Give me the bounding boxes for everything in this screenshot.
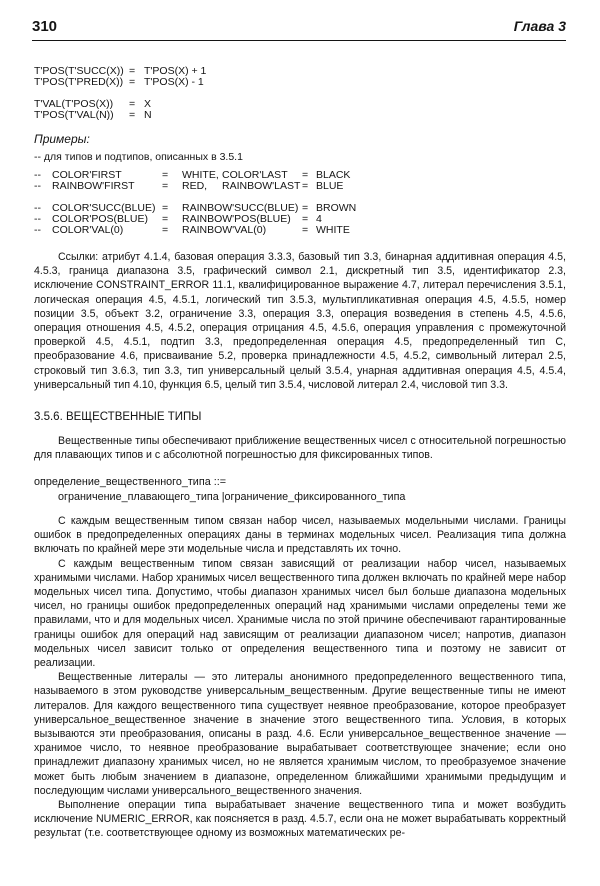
example-right: WHITE, <box>182 169 219 181</box>
example-right: RAINBOW'VAL(0) <box>182 224 267 236</box>
equation-left: T'POS(T'SUCC(X)) <box>34 65 124 77</box>
example-left: COLOR'SUCC(BLUE) <box>52 202 156 214</box>
equation-right: N <box>144 109 152 121</box>
equation-left: T'VAL(T'POS(X)) <box>34 98 114 110</box>
header-rule <box>32 40 566 41</box>
comment-dash: -- <box>34 224 41 236</box>
intro-text: Вещественные типы обеспечивают приближение вещественных чисел с относительной погрешностью для плавающих типов и с абсолютной погрешностью для фиксированных типов. <box>34 435 566 462</box>
examples-heading: Примеры: <box>34 132 90 146</box>
body-text <box>34 514 566 841</box>
body-paragraph: Выполнение операции типа вырабатывает значение вещественного типа и может возбудить исключение NUMERIC_ERROR, как поясняется в разд. 4.5.7, если она не может вырабатывать корректный результат (т.е. соответствующее одному из возможных математических ре- <box>34 799 566 840</box>
comment-dash: -- <box>34 213 41 225</box>
example-left: COLOR'FIRST <box>52 169 122 181</box>
example-sign: = <box>162 213 169 225</box>
equation-sign: = <box>129 109 136 121</box>
example-sign: = <box>162 202 169 214</box>
equation-sign: = <box>129 76 136 88</box>
example-sign2: = <box>302 169 309 181</box>
equation-left: T'POS(T'PRED(X)) <box>34 76 124 88</box>
example-right: RAINBOW'SUCC(BLUE) <box>182 202 299 214</box>
equation-sign: = <box>129 98 136 110</box>
comment-dash: -- <box>34 180 41 192</box>
syntax-line-1: определение_вещественного_типа ::= <box>34 476 226 488</box>
example-sign2: = <box>302 224 309 236</box>
example-right: RED, <box>182 180 208 192</box>
equation-left: T'POS(T'VAL(N)) <box>34 109 114 121</box>
example-right2: 4 <box>316 213 322 225</box>
comment-dash: -- <box>34 202 41 214</box>
example-left: COLOR'VAL(0) <box>52 224 124 236</box>
example-left2: COLOR'LAST <box>222 169 288 181</box>
equation-right: T'POS(X) - 1 <box>144 76 204 88</box>
example-sign2: = <box>302 213 309 225</box>
example-left: RAINBOW'FIRST <box>52 180 135 192</box>
body-paragraph: Вещественные литералы — это литералы анонимного предопределенного вещественного типа, называемого в этом руководстве универсальным_вещественным. Другие вещественные типы не имеют литералов. Для каждого вещественного типа существует неявное преобразование, которое преобразует универсальное_вещественное значение в значение этого вещественного типа. Условия, в которых вызываются эти преобразования, описаны в разд. 4.6. Если универсальное_вещественное значение — хранимое число, то неявное преобразование вырабатывает соответствующее значение; если оно принадлежит диапазону хранимых чисел, но не является хранимым числом, то преобразуемое значение может быть любым значением в диапазоне, определенном ближайшими хранимыми предыдущим и последующим числами универсального_вещественного значения. <box>34 671 566 797</box>
references-paragraph <box>34 250 566 392</box>
example-right2: BROWN <box>316 202 357 214</box>
equation-sign: = <box>129 65 136 77</box>
example-left2: RAINBOW'LAST <box>222 180 301 192</box>
intro-paragraph <box>34 434 566 462</box>
equation-right: X <box>144 98 152 110</box>
section-heading: 3.5.6. ВЕЩЕСТВЕННЫЕ ТИПЫ <box>34 411 202 423</box>
chapter-title: Глава 3 <box>513 18 566 34</box>
example-right: RAINBOW'POS(BLUE) <box>182 213 291 225</box>
references-text: Ссылки: атрибут 4.1.4, базовая операция 3.3.3, базовый тип 3.3, бинарная аддитивная операция 4.5, 4.5.3, граница диапазона 3.5, графический символ 2.1, дискретный тип 3.5, идентификатор 2.3, исключение CONSTRAINT_ERROR 11.1, квалифицированное выражение 4.7, литерал перечисления 3.5.1, логическая операция 4.5, 4.5.1, логический тип 3.5.3, мультипликативная операция 4.5, 4.5.5, номер позиции 3.5, объект 3.2, ограничение 3.3, операция 3.3, операция возведения в степень 4.5, 4.5.6, операция отношения 4.5, 4.5.2, операция отрицания 4.5, 4.5.6, операция управления с промежуточной проверкой 4.5, 4.5.1, подтип 3.3, предопределенная операция 4.5, предопределенный тип С, преобразование 4.6, присваивание 5.2, проверка принадлежности 4.5, 4.5.2, символьный литерал 2.5, строковый тип 3.6.3, тип 3.3, тип универсальный целый 3.5.4, унарная аддитивная операция 4.5, 4.5.4, универсальный тип 4.10, функция 6.5, целый тип 3.5.4, числовой литерал 2.4, числовой тип 3.3. <box>34 251 566 391</box>
example-right2: BLUE <box>316 180 344 192</box>
example-sign: = <box>162 224 169 236</box>
syntax-rule <box>34 475 405 505</box>
example-sign2: = <box>302 202 309 214</box>
equation-right: T'POS(X) + 1 <box>144 65 207 77</box>
example-sign: = <box>162 169 169 181</box>
running-header <box>0 18 600 38</box>
page-number: 310 <box>32 18 58 35</box>
example-sign2: = <box>302 180 309 192</box>
examples-comment: -- для типов и подтипов, описанных в 3.5.1 <box>34 151 243 163</box>
example-sign: = <box>162 180 169 192</box>
body-paragraph: С каждым вещественным типом связан набор чисел, называемых модельными числами. Границы ошибок в предопределенных операциях даны в терминах модельных чисел. Реализация типа должна включать по крайней мере эти модельные числа и представлять их точно. <box>34 515 566 556</box>
body-paragraph: С каждым вещественным типом связан зависящий от реализации набор чисел, называемых хранимыми числами. Набор хранимых чисел вещественного типа должен включать по крайней мере набор модельных чисел типа. Допустимо, чтобы диапазон хранимых чисел был больше диапазона модельных чисел, но границы ошибок предопределенных операций над хранимыми числами определены теми же правилами, что и для модельных чисел. Хранимые числа по этой причине обеспечивают гарантированные границы ошибок для операций над зависящим от реализации диапазоном чисел; напротив, диапазон модельных чисел зависит только от определения вещественного типа и поэтому не зависит от реализации. <box>34 557 566 670</box>
example-left: COLOR'POS(BLUE) <box>52 213 148 225</box>
example-right2: BLACK <box>316 169 351 181</box>
syntax-line-2: ограничение_плавающего_типа |ограничение_фиксированного_типа <box>58 491 406 503</box>
comment-dash: -- <box>34 169 41 181</box>
example-right2: WHITE <box>316 224 350 236</box>
